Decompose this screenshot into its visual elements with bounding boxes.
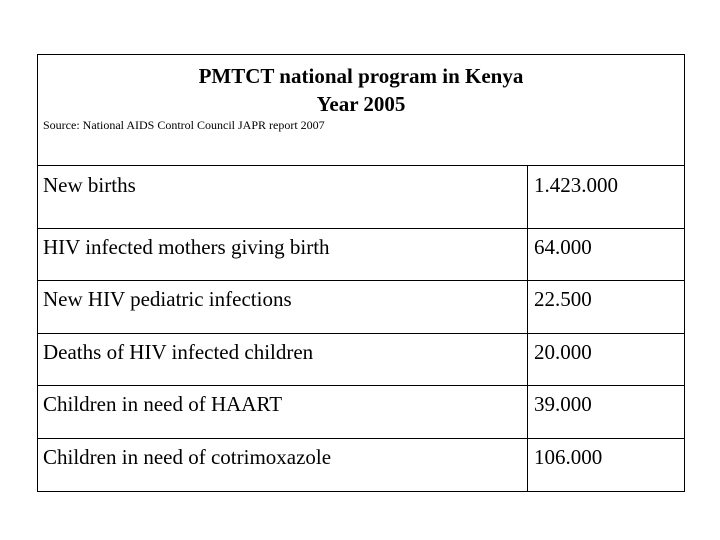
data-table	[37, 54, 685, 492]
row-label: Deaths of HIV infected children	[43, 340, 314, 364]
row-label: New births	[43, 173, 136, 197]
table-header	[38, 55, 684, 166]
row-value: 39.000	[534, 392, 592, 416]
row-label: Children in need of HAART	[43, 392, 283, 416]
column-divider	[527, 166, 528, 492]
table-row	[38, 281, 684, 334]
row-label: New HIV pediatric infections	[43, 287, 292, 311]
table-year: Year 2005	[316, 92, 406, 116]
table-row	[38, 439, 684, 491]
table-row	[38, 166, 684, 229]
source-note: Source: National AIDS Control Council JAPR report 2007	[43, 118, 325, 132]
table-title: PMTCT national program in Kenya	[198, 64, 524, 88]
table-row	[38, 229, 684, 281]
row-value: 106.000	[534, 445, 603, 469]
row-value: 20.000	[534, 340, 592, 364]
table-row	[38, 386, 684, 439]
table-row	[38, 334, 684, 386]
row-value: 22.500	[534, 287, 592, 311]
row-value: 1.423.000	[534, 173, 618, 197]
row-value: 64.000	[534, 235, 592, 259]
row-label: HIV infected mothers giving birth	[43, 235, 330, 259]
row-label: Children in need of cotrimoxazole	[43, 445, 332, 469]
